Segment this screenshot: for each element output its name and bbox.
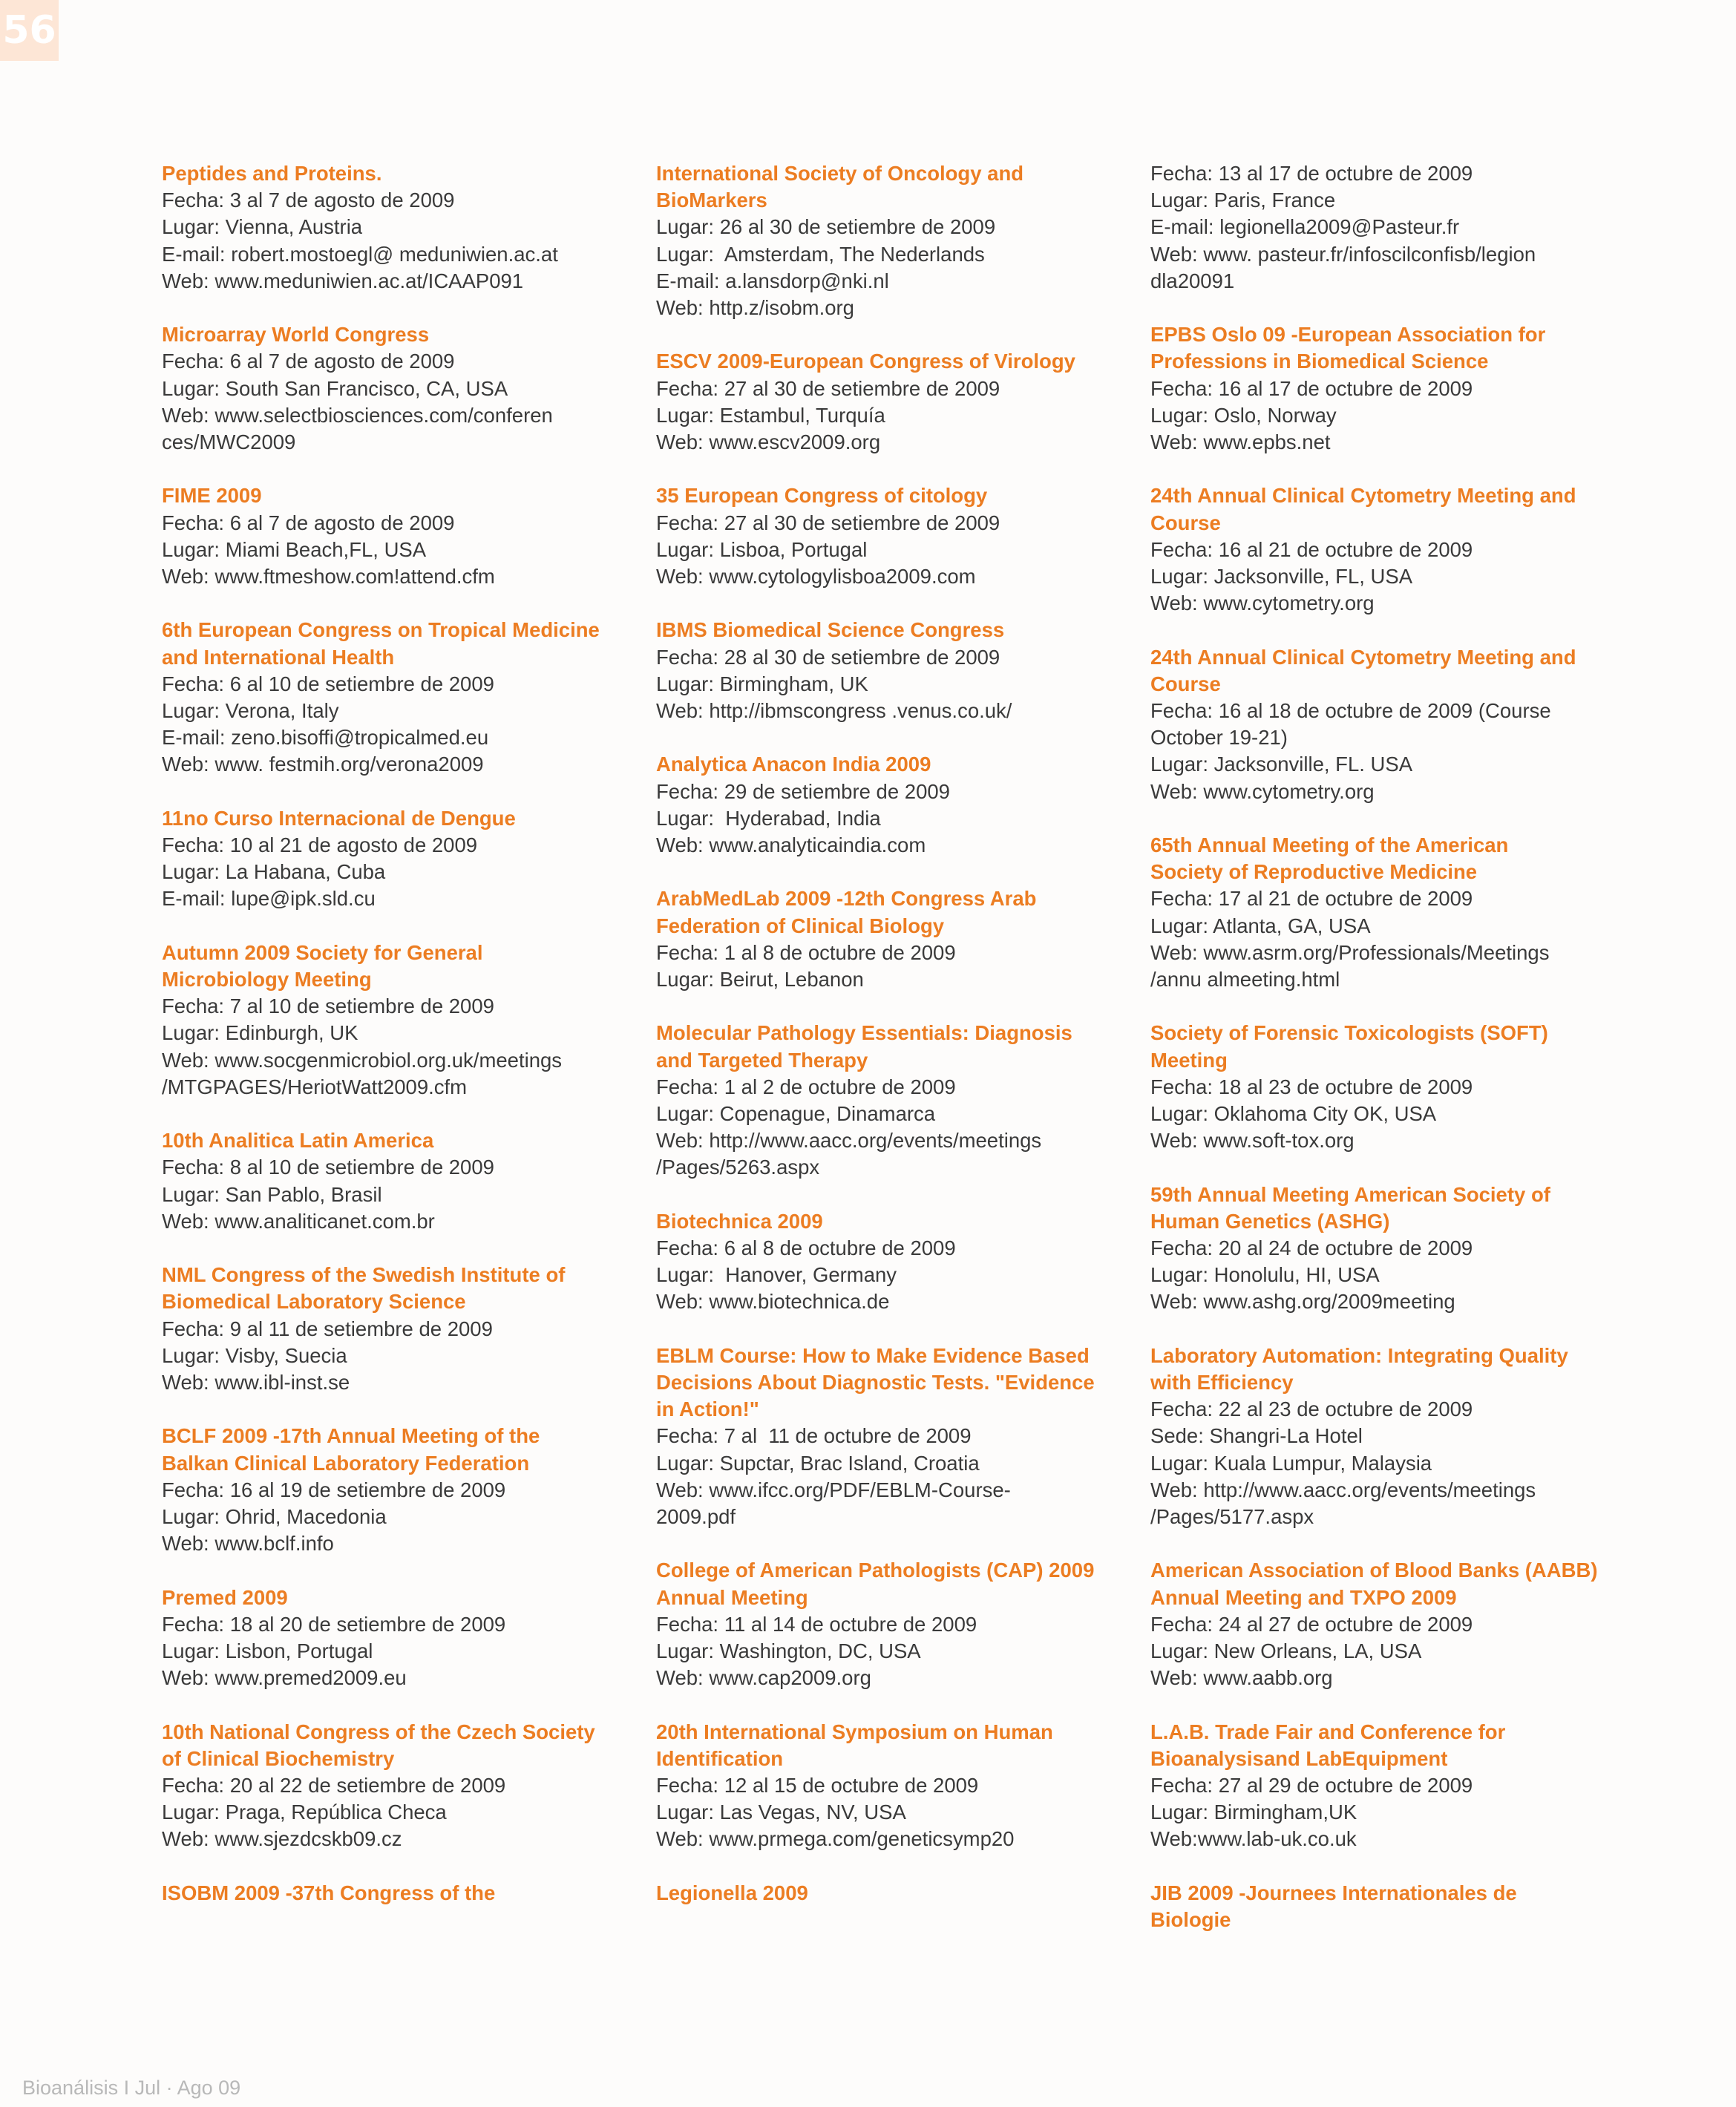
event-title: Society of Forensic Toxicologists (SOFT) bbox=[1150, 1021, 1548, 1045]
event-date: Fecha: 16 al 18 de octubre de 2009 (Course bbox=[1150, 699, 1551, 723]
event-location: Lugar: Supctar, Brac Island, Croatia bbox=[656, 1451, 980, 1475]
event-location: Lugar: Oklahoma City OK, USA bbox=[1150, 1102, 1437, 1126]
event-title: 65th Annual Meeting of the American bbox=[1150, 833, 1509, 857]
event-title: with Efficiency bbox=[1150, 1371, 1294, 1395]
event-entry bbox=[656, 348, 1109, 456]
event-date: Fecha: 6 al 8 de octubre de 2009 bbox=[656, 1236, 956, 1260]
event-date: Fecha: 7 al 11 de octubre de 2009 bbox=[656, 1424, 972, 1448]
event-location: Lugar: Amsterdam, The Nederlands bbox=[656, 242, 985, 266]
event-title: Molecular Pathology Essentials: Diagnosis bbox=[656, 1021, 1072, 1045]
event-entry bbox=[1150, 1557, 1603, 1691]
event-title: FIME 2009 bbox=[162, 484, 262, 508]
event-title: of Clinical Biochemistry bbox=[162, 1746, 395, 1770]
event-title: Human Genetics (ASHG) bbox=[1150, 1209, 1390, 1233]
event-entry bbox=[1150, 321, 1603, 456]
event-title: and International Health bbox=[162, 645, 395, 669]
event-location: Lugar: Jacksonville, FL, USA bbox=[1150, 565, 1413, 589]
event-website: Web: www.analiticanet.com.br bbox=[162, 1209, 435, 1233]
event-title: Microarray World Congress bbox=[162, 323, 430, 347]
event-column-1 bbox=[162, 160, 615, 1933]
event-date: Fecha: 24 al 27 de octubre de 2009 bbox=[1150, 1612, 1473, 1636]
event-location: Lugar: Birmingham,UK bbox=[1150, 1800, 1357, 1824]
event-title: JIB 2009 -Journees Internationales de bbox=[1150, 1881, 1517, 1904]
event-website: Web: www.bclf.info bbox=[162, 1532, 334, 1556]
event-location: Lugar: Praga, República Checa bbox=[162, 1800, 447, 1824]
event-title: EBLM Course: How to Make Evidence Based bbox=[656, 1343, 1090, 1367]
event-entry bbox=[656, 1208, 1109, 1316]
event-title: 10th Analitica Latin America bbox=[162, 1129, 434, 1153]
event-entry bbox=[656, 617, 1109, 724]
event-website: Web: www.analyticaindia.com bbox=[656, 833, 926, 857]
event-title: 11no Curso Internacional de Dengue bbox=[162, 806, 516, 830]
event-title: Legionella 2009 bbox=[656, 1881, 808, 1904]
event-title: 24th Annual Clinical Cytometry Meeting and bbox=[1150, 484, 1576, 508]
event-website: Web: http.z/isobm.org bbox=[656, 296, 854, 320]
event-date: Fecha: 7 al 10 de setiembre de 2009 bbox=[162, 994, 494, 1018]
event-website: Web: www.epbs.net bbox=[1150, 430, 1331, 454]
event-website: Web: www.premed2009.eu bbox=[162, 1666, 407, 1690]
event-email: E-mail: robert.mostoegl@ meduniwien.ac.at bbox=[162, 242, 558, 266]
event-date: Fecha: 29 de setiembre de 2009 bbox=[656, 779, 950, 803]
event-title: Decisions About Diagnostic Tests. "Evidence bbox=[656, 1371, 1095, 1395]
event-title: Laboratory Automation: Integrating Quality bbox=[1150, 1343, 1568, 1367]
event-location: Lugar: Honolulu, HI, USA bbox=[1150, 1263, 1380, 1287]
event-entry bbox=[1150, 1182, 1603, 1316]
event-entry bbox=[1150, 482, 1603, 617]
event-title: Federation of Clinical Biology bbox=[656, 914, 945, 937]
event-entry bbox=[162, 1880, 615, 1907]
event-date: Fecha: 16 al 19 de setiembre de 2009 bbox=[162, 1478, 506, 1501]
event-entry bbox=[162, 321, 615, 456]
event-entry bbox=[656, 885, 1109, 993]
event-location: Lugar: Hyderabad, India bbox=[656, 806, 881, 830]
event-title: College of American Pathologists (CAP) 2009 bbox=[656, 1559, 1095, 1582]
event-website: Web: www.selectbiosciences.com/conferen bbox=[162, 403, 553, 427]
event-title: NML Congress of the Swedish Institute of bbox=[162, 1263, 566, 1287]
event-location: Lugar: New Orleans, LA, USA bbox=[1150, 1639, 1422, 1663]
event-date: Fecha: 20 al 22 de setiembre de 2009 bbox=[162, 1774, 506, 1798]
event-website: Web: http://www.aacc.org/events/meetings bbox=[1150, 1478, 1536, 1501]
event-entry bbox=[1150, 160, 1603, 295]
event-title: 10th National Congress of the Czech Society bbox=[162, 1720, 595, 1743]
event-website: Web: www.sjezdcskb09.cz bbox=[162, 1827, 402, 1851]
event-location: Lugar: Visby, Suecia bbox=[162, 1343, 347, 1367]
event-title: and Targeted Therapy bbox=[656, 1048, 868, 1072]
event-location: Lugar: La Habana, Cuba bbox=[162, 860, 386, 884]
event-website: Web: www.ashg.org/2009meeting bbox=[1150, 1290, 1455, 1314]
event-email: E-mail: lupe@ipk.sld.cu bbox=[162, 887, 376, 911]
event-date: Fecha: 6 al 10 de setiembre de 2009 bbox=[162, 672, 494, 695]
event-title: Autumn 2009 Society for General bbox=[162, 940, 483, 964]
event-title: in Action!" bbox=[656, 1397, 759, 1421]
event-date: Fecha: 3 al 7 de agosto de 2009 bbox=[162, 189, 455, 212]
event-website: Web: www.ibl-inst.se bbox=[162, 1371, 350, 1395]
event-detail: /Pages/5177.aspx bbox=[1150, 1505, 1314, 1529]
event-title: Microbiology Meeting bbox=[162, 968, 372, 992]
event-title: BioMarkers bbox=[656, 189, 767, 212]
event-entry bbox=[1150, 1719, 1603, 1853]
event-date: Fecha: 27 al 30 de setiembre de 2009 bbox=[656, 511, 1000, 534]
event-location: Lugar: Oslo, Norway bbox=[1150, 403, 1337, 427]
event-website: Web: www.asrm.org/Professionals/Meetings bbox=[1150, 940, 1550, 964]
event-entry bbox=[656, 1719, 1109, 1853]
event-entry bbox=[162, 1585, 615, 1692]
event-location: Lugar: Paris, France bbox=[1150, 189, 1336, 212]
event-location: Lugar: San Pablo, Brasil bbox=[162, 1182, 382, 1206]
event-date: Fecha: 1 al 2 de octubre de 2009 bbox=[656, 1075, 956, 1098]
event-entry bbox=[162, 617, 615, 778]
event-entry bbox=[1150, 644, 1603, 805]
event-column-2 bbox=[656, 160, 1109, 1933]
event-title: Annual Meeting and TXPO 2009 bbox=[1150, 1585, 1457, 1609]
event-date: Fecha: 28 al 30 de setiembre de 2009 bbox=[656, 645, 1000, 669]
event-location: Lugar: 26 al 30 de setiembre de 2009 bbox=[656, 215, 996, 239]
event-date: Fecha: 6 al 7 de agosto de 2009 bbox=[162, 350, 455, 373]
event-detail: /MTGPAGES/HeriotWatt2009.cfm bbox=[162, 1075, 468, 1098]
event-date: Fecha: 27 al 29 de octubre de 2009 bbox=[1150, 1774, 1473, 1798]
event-entry bbox=[162, 805, 615, 913]
event-title: 6th European Congress on Tropical Medicine bbox=[162, 618, 600, 642]
event-location: Lugar: Miami Beach,FL, USA bbox=[162, 537, 427, 561]
event-website: Web: www. festmih.org/verona2009 bbox=[162, 753, 484, 776]
event-entry bbox=[656, 1020, 1109, 1181]
event-title: Biotechnica 2009 bbox=[656, 1209, 823, 1233]
event-title: Bioanalysisand LabEquipment bbox=[1150, 1746, 1448, 1770]
event-entry bbox=[656, 751, 1109, 859]
event-entry bbox=[656, 160, 1109, 321]
event-website: Web: www.aabb.org bbox=[1150, 1666, 1333, 1690]
event-entry bbox=[1150, 832, 1603, 993]
event-title: ESCV 2009-European Congress of Virology bbox=[656, 350, 1075, 373]
event-date: Fecha: 10 al 21 de agosto de 2009 bbox=[162, 833, 478, 857]
event-date: Fecha: 16 al 21 de octubre de 2009 bbox=[1150, 537, 1473, 561]
event-date: Fecha: 17 al 21 de octubre de 2009 bbox=[1150, 887, 1473, 911]
event-title: 20th International Symposium on Human bbox=[656, 1720, 1053, 1743]
event-location: Lugar: Lisboa, Portugal bbox=[656, 537, 868, 561]
event-title: Annual Meeting bbox=[656, 1585, 808, 1609]
event-title: Analytica Anacon India 2009 bbox=[656, 753, 931, 776]
event-title: Meeting bbox=[1150, 1048, 1228, 1072]
event-title: Premed 2009 bbox=[162, 1585, 288, 1609]
event-website: Web: http://www.aacc.org/events/meetings bbox=[656, 1129, 1042, 1153]
event-detail: ces/MWC2009 bbox=[162, 430, 296, 454]
event-entry bbox=[162, 1127, 615, 1235]
event-title: Balkan Clinical Laboratory Federation bbox=[162, 1451, 530, 1475]
event-title: Peptides and Proteins. bbox=[162, 162, 382, 185]
event-location: Lugar: Ohrid, Macedonia bbox=[162, 1505, 387, 1529]
event-email: E-mail: legionella2009@Pasteur.fr bbox=[1150, 215, 1460, 239]
event-entry bbox=[656, 1880, 1109, 1907]
event-email: E-mail: zeno.bisoffi@tropicalmed.eu bbox=[162, 726, 489, 750]
event-date: Fecha: 1 al 8 de octubre de 2009 bbox=[656, 940, 956, 964]
event-title: IBMS Biomedical Science Congress bbox=[656, 618, 1005, 642]
event-date: Fecha: 11 al 14 de octubre de 2009 bbox=[656, 1612, 977, 1636]
event-title: Biomedical Laboratory Science bbox=[162, 1290, 466, 1314]
event-entry bbox=[656, 1343, 1109, 1530]
event-title: Society of Reproductive Medicine bbox=[1150, 860, 1478, 884]
event-title: 59th Annual Meeting American Society of bbox=[1150, 1182, 1550, 1206]
event-website: Web: www.cytometry.org bbox=[1150, 779, 1375, 803]
event-location: Lugar: Copenague, Dinamarca bbox=[656, 1102, 936, 1126]
event-title: Biologie bbox=[1150, 1908, 1231, 1932]
event-date: Fecha: 9 al 11 de setiembre de 2009 bbox=[162, 1317, 493, 1340]
event-location: Lugar: Jacksonville, FL. USA bbox=[1150, 753, 1413, 776]
event-title: EPBS Oslo 09 -European Association for bbox=[1150, 323, 1546, 347]
event-date: Fecha: 12 al 15 de octubre de 2009 bbox=[656, 1774, 979, 1798]
event-website: Web: www.cytometry.org bbox=[1150, 592, 1375, 615]
event-entry bbox=[1150, 1020, 1603, 1154]
event-location: Lugar: South San Francisco, CA, USA bbox=[162, 376, 508, 400]
event-entry bbox=[162, 1262, 615, 1396]
event-website: Web: www.ifcc.org/PDF/EBLM-Course- bbox=[656, 1478, 1011, 1501]
event-website: Web: www.socgenmicrobiol.org.uk/meetings bbox=[162, 1048, 563, 1072]
event-website: Web: www.cap2009.org bbox=[656, 1666, 871, 1690]
event-date: Fecha: 18 al 20 de setiembre de 2009 bbox=[162, 1612, 506, 1636]
page-number: 56 bbox=[0, 0, 59, 61]
event-website: Web: www.prmega.com/geneticsymp20 bbox=[656, 1827, 1015, 1851]
event-entry bbox=[162, 482, 615, 590]
event-location: Lugar: Las Vegas, NV, USA bbox=[656, 1800, 906, 1824]
event-website: Web: http://ibmscongress .venus.co.uk/ bbox=[656, 699, 1012, 723]
event-column-3 bbox=[1150, 160, 1603, 1960]
event-venue: Sede: Shangri-La Hotel bbox=[1150, 1424, 1363, 1448]
event-location: Lugar: Estambul, Turquía bbox=[656, 403, 885, 427]
event-entry bbox=[162, 1423, 615, 1557]
event-date: Fecha: 16 al 17 de octubre de 2009 bbox=[1150, 376, 1473, 400]
footer-publication: Bioanálisis I Jul · Ago 09 bbox=[22, 2077, 241, 2099]
event-detail: /Pages/5263.aspx bbox=[656, 1156, 820, 1179]
event-location: Lugar: Birmingham, UK bbox=[656, 672, 868, 695]
event-entry bbox=[656, 1557, 1109, 1691]
event-website: Web:www.lab-uk.co.uk bbox=[1150, 1827, 1357, 1851]
event-location: Lugar: Lisbon, Portugal bbox=[162, 1639, 373, 1663]
event-title: International Society of Oncology and bbox=[656, 162, 1024, 185]
event-title: Course bbox=[1150, 672, 1221, 695]
event-location: Lugar: Verona, Italy bbox=[162, 699, 339, 723]
event-title: ISOBM 2009 -37th Congress of the bbox=[162, 1881, 496, 1904]
event-location: Lugar: Washington, DC, USA bbox=[656, 1639, 921, 1663]
event-website: Web: www.meduniwien.ac.at/ICAAP091 bbox=[162, 269, 524, 292]
event-detail: October 19-21) bbox=[1150, 726, 1288, 750]
event-title: Course bbox=[1150, 511, 1221, 534]
event-entry bbox=[1150, 1880, 1603, 1933]
event-date: Fecha: 20 al 24 de octubre de 2009 bbox=[1150, 1236, 1473, 1260]
event-title: American Association of Blood Banks (AABB) bbox=[1150, 1559, 1598, 1582]
event-entry bbox=[656, 482, 1109, 590]
event-title: L.A.B. Trade Fair and Conference for bbox=[1150, 1720, 1506, 1743]
event-title: Identification bbox=[656, 1746, 784, 1770]
event-location: Lugar: Edinburgh, UK bbox=[162, 1021, 358, 1045]
event-date: Fecha: 22 al 23 de octubre de 2009 bbox=[1150, 1397, 1473, 1421]
event-date: Fecha: 27 al 30 de setiembre de 2009 bbox=[656, 376, 1000, 400]
event-website: Web: www. pasteur.fr/infoscilconfisb/legion bbox=[1150, 242, 1536, 266]
event-entry bbox=[162, 1719, 615, 1853]
event-location: Lugar: Vienna, Austria bbox=[162, 215, 363, 239]
event-entry bbox=[162, 160, 615, 295]
event-date: Fecha: 13 al 17 de octubre de 2009 bbox=[1150, 162, 1473, 185]
event-detail: dla20091 bbox=[1150, 269, 1235, 292]
event-location: Lugar: Hanover, Germany bbox=[656, 1263, 897, 1287]
event-location: Lugar: Atlanta, GA, USA bbox=[1150, 914, 1371, 937]
event-title: BCLF 2009 -17th Annual Meeting of the bbox=[162, 1424, 540, 1448]
event-date: Fecha: 8 al 10 de setiembre de 2009 bbox=[162, 1156, 494, 1179]
event-entry bbox=[1150, 1343, 1603, 1530]
event-email: E-mail: a.lansdorp@nki.nl bbox=[656, 269, 889, 292]
event-entry bbox=[162, 940, 615, 1101]
event-title: 35 European Congress of citology bbox=[656, 484, 988, 508]
event-website: Web: www.ftmeshow.com!attend.cfm bbox=[162, 565, 495, 589]
event-website: Web: www.escv2009.org bbox=[656, 430, 881, 454]
event-title: 24th Annual Clinical Cytometry Meeting and bbox=[1150, 645, 1576, 669]
event-website: Web: www.cytologylisboa2009.com bbox=[656, 565, 976, 589]
event-title: Professions in Biomedical Science bbox=[1150, 350, 1489, 373]
event-detail: 2009.pdf bbox=[656, 1505, 736, 1529]
event-location: Lugar: Beirut, Lebanon bbox=[656, 968, 864, 992]
event-detail: /annu almeeting.html bbox=[1150, 968, 1340, 992]
event-website: Web: www.soft-tox.org bbox=[1150, 1129, 1355, 1153]
event-website: Web: www.biotechnica.de bbox=[656, 1290, 890, 1314]
event-date: Fecha: 18 al 23 de octubre de 2009 bbox=[1150, 1075, 1473, 1098]
event-location: Lugar: Kuala Lumpur, Malaysia bbox=[1150, 1451, 1432, 1475]
event-date: Fecha: 6 al 7 de agosto de 2009 bbox=[162, 511, 455, 534]
event-title: ArabMedLab 2009 -12th Congress Arab bbox=[656, 887, 1037, 911]
